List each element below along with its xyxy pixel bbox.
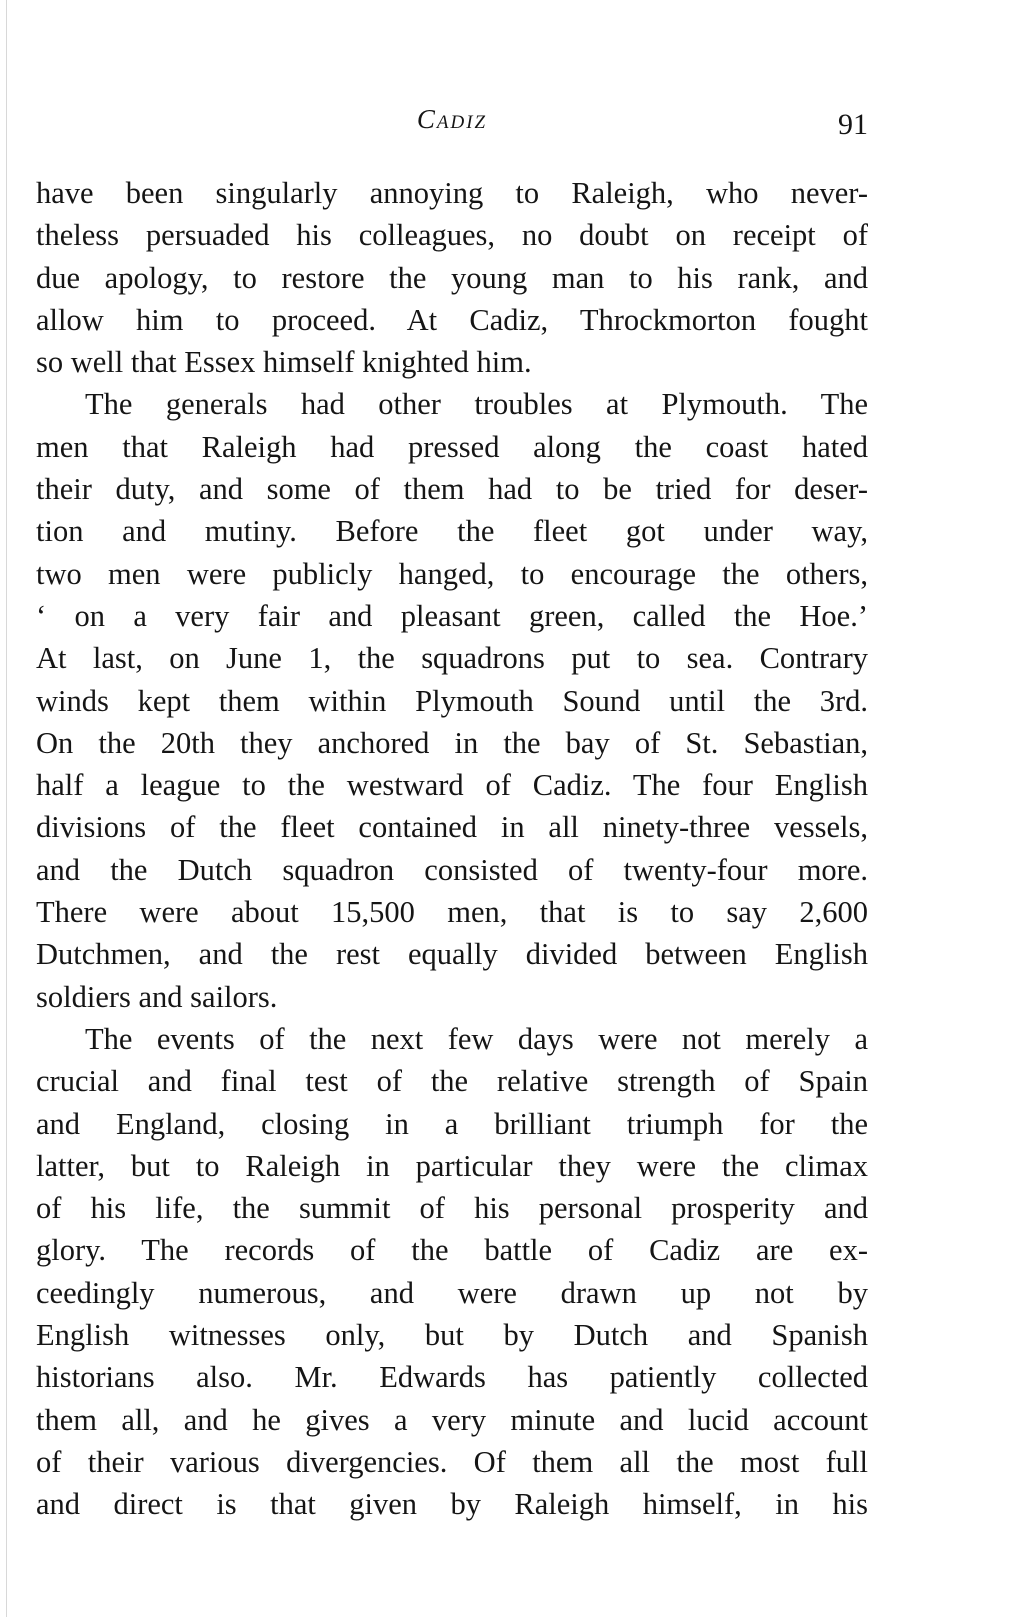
text-line: and direct is that given by Raleigh himself, in his <box>36 1487 868 1522</box>
text-line: half a league to the westward of Cadiz. The four English <box>36 768 868 803</box>
text-line: allow him to proceed. At Cadiz, Throckmorton fought <box>36 302 868 337</box>
text-line: winds kept them within Plymouth Sound until the 3rd. <box>36 683 868 718</box>
text-line: soldiers and sailors. <box>36 979 278 1014</box>
running-title: Cadiz <box>416 104 488 134</box>
text-line: At last, on June 1, the squadrons put to sea. Contrary <box>36 641 868 676</box>
text-line: of his life, the summit of his personal prosperity and <box>36 1191 868 1226</box>
text-line: crucial and final test of the relative strength of Spain <box>36 1064 868 1099</box>
text-line: of their various divergencies. Of them all the most full <box>36 1444 868 1479</box>
text-line: On the 20th they anchored in the bay of St. Sebastian, <box>36 725 868 760</box>
text-line: tion and mutiny. Before the fleet got under way, <box>36 514 868 549</box>
text-line: their duty, and some of them had to be tried for deser- <box>36 472 868 507</box>
text-line: men that Raleigh had pressed along the coast hated <box>36 429 868 464</box>
text-line: divisions of the fleet contained in all ninety-three vessels, <box>36 810 868 845</box>
text-line: The events of the next few days were not merely a <box>85 1021 868 1056</box>
text-line: due apology, to restore the young man to his rank, and <box>36 260 868 295</box>
text-line: ‘ on a very fair and pleasant green, called the Hoe.’ <box>36 598 868 633</box>
text-line: them all, and he gives a very minute and lucid account <box>36 1402 868 1437</box>
text-line: and the Dutch squadron consisted of twenty-four more. <box>36 852 868 887</box>
text-line: theless persuaded his colleagues, no doubt on receipt of <box>36 218 868 253</box>
page-edge-mark <box>6 0 7 1617</box>
text-line: Dutchmen, and the rest equally divided between English <box>36 937 868 972</box>
running-head <box>36 100 868 140</box>
text-line: glory. The records of the battle of Cadiz are ex- <box>36 1233 868 1268</box>
page-number: 91 <box>838 108 868 141</box>
text-line: English witnesses only, but by Dutch and Spanish <box>36 1318 868 1353</box>
text-line: latter, but to Raleigh in particular they were the climax <box>36 1148 868 1183</box>
text-line: two men were publicly hanged, to encourage the others, <box>36 556 868 591</box>
text-line: The generals had other troubles at Plymouth. The <box>85 387 868 422</box>
text-line: historians also. Mr. Edwards has patiently collected <box>36 1360 868 1395</box>
text-line: have been singularly annoying to Raleigh, who never- <box>36 176 868 210</box>
text-line: so well that Essex himself knighted him. <box>36 345 532 380</box>
text-line: and England, closing in a brilliant triumph for the <box>36 1106 868 1141</box>
text-line: ceedingly numerous, and were drawn up not by <box>36 1275 868 1310</box>
body-text <box>36 172 868 1526</box>
text-line: There were about 15,500 men, that is to say 2,600 <box>36 895 868 930</box>
